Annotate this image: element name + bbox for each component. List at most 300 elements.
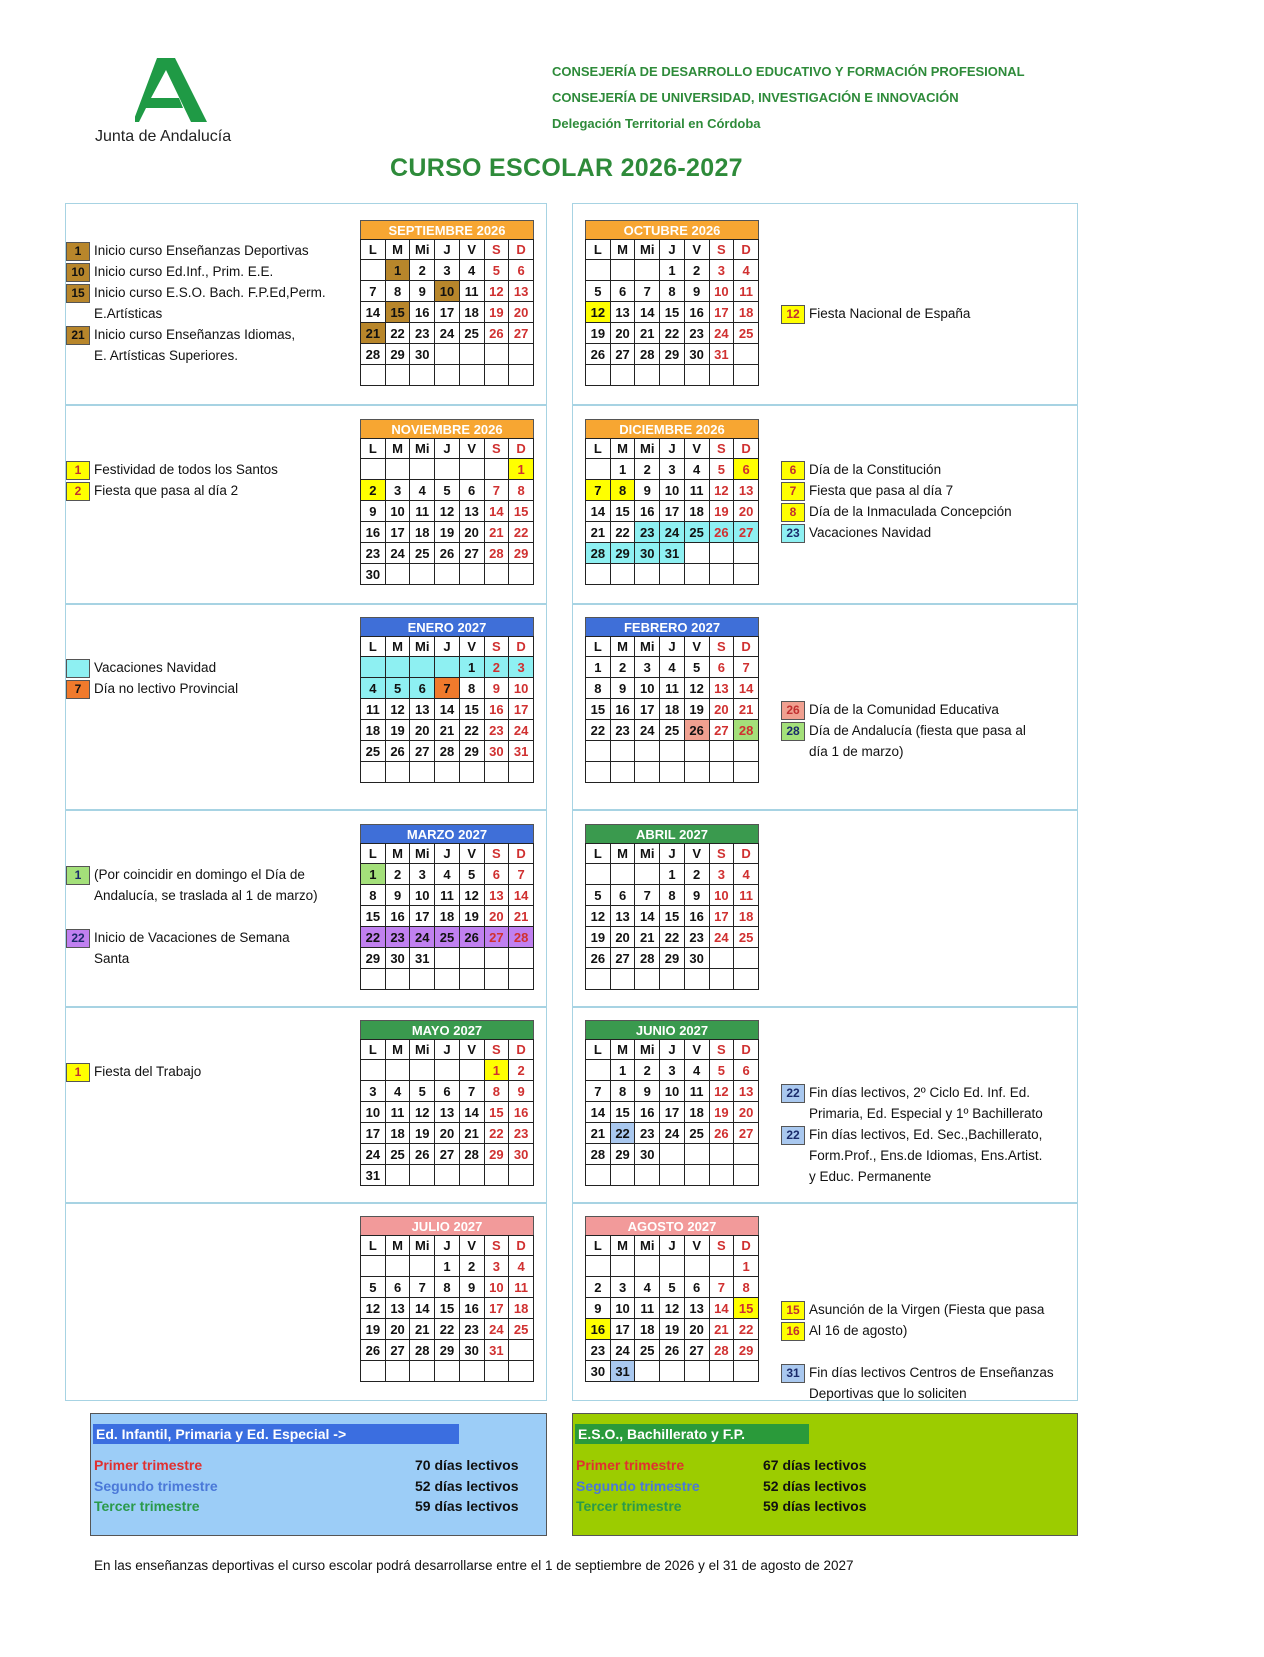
day-cell: 6	[410, 678, 435, 699]
empty-cell	[459, 1361, 484, 1382]
empty-cell	[435, 657, 460, 678]
day-cell: 13	[734, 1081, 759, 1102]
empty-cell	[684, 741, 709, 762]
month-grid	[360, 636, 534, 783]
day-cell: 16	[635, 1102, 660, 1123]
weekday-header: D	[509, 844, 534, 864]
empty-cell	[361, 1060, 386, 1081]
day-cell: 18	[635, 1319, 660, 1340]
empty-cell	[734, 762, 759, 783]
day-cell: 8	[509, 480, 534, 501]
day-cell: 29	[361, 948, 386, 969]
empty-cell	[610, 762, 635, 783]
day-cell: 5	[410, 1081, 435, 1102]
day-cell: 23	[410, 323, 435, 344]
legend-swatch: 21	[66, 326, 90, 345]
day-cell: 4	[509, 1256, 534, 1277]
day-cell: 10	[385, 501, 410, 522]
empty-cell	[684, 564, 709, 585]
month-grid	[360, 1039, 534, 1186]
day-cell: 19	[709, 501, 734, 522]
day-cell: 29	[610, 1144, 635, 1165]
empty-cell	[684, 1361, 709, 1382]
day-cell: 23	[361, 543, 386, 564]
weekday-header: M	[385, 439, 410, 459]
day-cell: 16	[684, 302, 709, 323]
legend-text: Deportivas que lo soliciten	[809, 1386, 967, 1401]
day-cell: 27	[734, 1123, 759, 1144]
day-cell: 29	[459, 741, 484, 762]
day-cell: 8	[660, 281, 685, 302]
weekday-header: D	[509, 1040, 534, 1060]
calendar-october-2026	[585, 220, 759, 386]
day-cell: 15	[385, 302, 410, 323]
legend-text: Form.Prof., Ens.de Idiomas, Ens.Artist.	[809, 1148, 1043, 1163]
empty-cell	[361, 1256, 386, 1277]
day-cell: 2	[635, 459, 660, 480]
empty-cell	[435, 564, 460, 585]
legend-text: Fiesta Nacional de España	[809, 306, 971, 321]
day-cell: 19	[484, 302, 509, 323]
month-title: DICIEMBRE 2026	[585, 419, 759, 438]
legend-text: Inicio de Vacaciones de Semana	[94, 930, 290, 945]
empty-cell	[361, 1361, 386, 1382]
day-cell: 30	[684, 948, 709, 969]
empty-cell	[385, 564, 410, 585]
day-cell: 2	[684, 260, 709, 281]
calendar-june-2027	[585, 1020, 759, 1186]
empty-cell	[586, 969, 611, 990]
empty-cell	[610, 1165, 635, 1186]
day-cell: 21	[635, 927, 660, 948]
month-grid	[585, 438, 759, 585]
empty-cell	[586, 1060, 611, 1081]
weekday-header: V	[684, 240, 709, 260]
day-cell: 31	[410, 948, 435, 969]
day-cell: 7	[586, 480, 611, 501]
empty-cell	[459, 1165, 484, 1186]
day-cell: 11	[660, 678, 685, 699]
day-cell: 30	[361, 564, 386, 585]
day-cell: 26	[435, 543, 460, 564]
separator	[65, 1006, 547, 1008]
legend-swatch: 22	[781, 1084, 805, 1103]
day-cell: 21	[435, 720, 460, 741]
empty-cell	[459, 459, 484, 480]
empty-cell	[610, 864, 635, 885]
day-cell: 5	[684, 657, 709, 678]
legend-swatch: 6	[781, 461, 805, 480]
legend-swatch: 31	[781, 1364, 805, 1383]
day-cell: 5	[660, 1277, 685, 1298]
calendar-december-2026	[585, 419, 759, 585]
weekday-header: S	[709, 844, 734, 864]
month-grid	[360, 1235, 534, 1382]
weekday-header: V	[684, 637, 709, 657]
day-cell: 26	[385, 741, 410, 762]
day-cell: 19	[684, 699, 709, 720]
empty-cell	[385, 1165, 410, 1186]
empty-cell	[509, 365, 534, 386]
empty-cell	[709, 365, 734, 386]
empty-cell	[484, 459, 509, 480]
day-cell: 26	[660, 1340, 685, 1361]
empty-cell	[734, 1165, 759, 1186]
day-cell: 10	[509, 678, 534, 699]
empty-cell	[660, 969, 685, 990]
weekday-header: D	[734, 844, 759, 864]
weekday-header: L	[586, 1040, 611, 1060]
day-cell: 6	[734, 459, 759, 480]
day-cell: 27	[709, 720, 734, 741]
weekday-header: S	[709, 1236, 734, 1256]
day-cell: 20	[734, 1102, 759, 1123]
empty-cell	[709, 543, 734, 564]
day-cell: 19	[410, 1123, 435, 1144]
day-cell: 12	[684, 678, 709, 699]
legend-swatch: 16	[781, 1322, 805, 1341]
day-cell: 28	[459, 1144, 484, 1165]
day-cell: 17	[635, 699, 660, 720]
day-cell: 27	[610, 344, 635, 365]
calendar-january-2027	[360, 617, 534, 783]
legend-text: Asunción de la Virgen (Fiesta que pasa	[809, 1302, 1045, 1317]
day-cell: 25	[734, 323, 759, 344]
day-cell: 30	[385, 948, 410, 969]
day-cell: 12	[410, 1102, 435, 1123]
day-cell: 15	[610, 501, 635, 522]
day-cell: 5	[586, 885, 611, 906]
day-cell: 14	[709, 1298, 734, 1319]
weekday-header: L	[586, 844, 611, 864]
day-cell: 22	[586, 720, 611, 741]
day-cell: 1	[361, 864, 386, 885]
empty-cell	[610, 969, 635, 990]
legend-text: Al 16 de agosto)	[809, 1323, 908, 1338]
weekday-header: S	[484, 1236, 509, 1256]
day-cell: 15	[660, 906, 685, 927]
day-cell: 14	[435, 699, 460, 720]
day-cell: 31	[484, 1340, 509, 1361]
day-cell: 28	[586, 543, 611, 564]
calendar-february-2027	[585, 617, 759, 783]
month-title: MARZO 2027	[360, 824, 534, 843]
calendar-august-2027	[585, 1216, 759, 1382]
empty-cell	[385, 1060, 410, 1081]
weekday-header: M	[610, 240, 635, 260]
day-cell: 5	[709, 1060, 734, 1081]
day-cell: 24	[660, 1123, 685, 1144]
day-cell: 9	[385, 885, 410, 906]
empty-cell	[660, 1165, 685, 1186]
empty-cell	[586, 1256, 611, 1277]
day-cell: 25	[684, 522, 709, 543]
day-cell: 23	[684, 323, 709, 344]
day-cell: 3	[610, 1277, 635, 1298]
legend-swatch: 1	[66, 242, 90, 261]
empty-cell	[484, 564, 509, 585]
day-cell: 10	[435, 281, 460, 302]
day-cell: 18	[684, 1102, 709, 1123]
weekday-header: M	[385, 844, 410, 864]
day-cell: 25	[459, 323, 484, 344]
day-cell: 21	[410, 1319, 435, 1340]
day-cell: 24	[635, 720, 660, 741]
day-cell: 13	[385, 1298, 410, 1319]
separator	[65, 809, 547, 811]
day-cell: 11	[509, 1277, 534, 1298]
day-cell: 3	[709, 260, 734, 281]
day-cell: 2	[361, 480, 386, 501]
day-cell: 26	[709, 1123, 734, 1144]
day-cell: 12	[586, 302, 611, 323]
day-cell: 28	[586, 1144, 611, 1165]
day-cell: 1	[610, 459, 635, 480]
day-cell: 13	[610, 906, 635, 927]
day-cell: 13	[410, 699, 435, 720]
day-cell: 23	[684, 927, 709, 948]
weekday-header: L	[586, 439, 611, 459]
day-cell: 22	[484, 1123, 509, 1144]
day-cell: 31	[361, 1165, 386, 1186]
day-cell: 25	[435, 927, 460, 948]
weekday-header: J	[435, 439, 460, 459]
day-cell: 13	[684, 1298, 709, 1319]
weekday-header: V	[684, 844, 709, 864]
day-cell: 25	[684, 1123, 709, 1144]
weekday-header: L	[361, 1040, 386, 1060]
separator	[65, 404, 547, 406]
empty-cell	[410, 762, 435, 783]
day-cell: 31	[660, 543, 685, 564]
weekday-header: S	[484, 844, 509, 864]
day-cell: 7	[709, 1277, 734, 1298]
day-cell: 1	[660, 260, 685, 281]
day-cell: 12	[459, 885, 484, 906]
day-cell: 22	[435, 1319, 460, 1340]
day-cell: 17	[509, 699, 534, 720]
day-cell: 15	[610, 1102, 635, 1123]
day-cell: 20	[385, 1319, 410, 1340]
day-cell: 4	[435, 864, 460, 885]
day-cell: 13	[459, 501, 484, 522]
day-cell: 19	[459, 906, 484, 927]
legend-swatch: 1	[66, 866, 90, 885]
legend-text: E.Artísticas	[94, 306, 163, 321]
empty-cell	[484, 762, 509, 783]
day-cell: 22	[459, 720, 484, 741]
day-cell: 25	[385, 1144, 410, 1165]
day-cell: 23	[509, 1123, 534, 1144]
day-cell: 7	[361, 281, 386, 302]
empty-cell	[385, 969, 410, 990]
trimester-days: 59 días lectivos	[415, 1498, 519, 1514]
empty-cell	[361, 969, 386, 990]
day-cell: 4	[410, 480, 435, 501]
day-cell: 6	[484, 864, 509, 885]
empty-cell	[435, 1361, 460, 1382]
weekday-header: S	[709, 637, 734, 657]
day-cell: 23	[385, 927, 410, 948]
separator	[572, 1202, 1078, 1204]
empty-cell	[410, 459, 435, 480]
day-cell: 2	[684, 864, 709, 885]
day-cell: 15	[435, 1298, 460, 1319]
day-cell: 15	[660, 302, 685, 323]
month-grid	[360, 438, 534, 585]
day-cell: 8	[734, 1277, 759, 1298]
empty-cell	[684, 543, 709, 564]
day-cell: 3	[361, 1081, 386, 1102]
empty-cell	[610, 564, 635, 585]
day-cell: 4	[734, 260, 759, 281]
weekday-header: J	[660, 439, 685, 459]
day-cell: 30	[484, 741, 509, 762]
separator	[572, 603, 1078, 605]
day-cell: 24	[660, 522, 685, 543]
day-cell: 5	[709, 459, 734, 480]
day-cell: 30	[459, 1340, 484, 1361]
empty-cell	[635, 1361, 660, 1382]
empty-cell	[435, 365, 460, 386]
day-cell: 27	[734, 522, 759, 543]
day-cell: 4	[385, 1081, 410, 1102]
header-line-3: Delegación Territorial en Córdoba	[552, 116, 761, 131]
weekday-header: M	[610, 439, 635, 459]
empty-cell	[734, 948, 759, 969]
empty-cell	[635, 564, 660, 585]
day-cell: 17	[660, 501, 685, 522]
weekday-header: S	[484, 439, 509, 459]
weekday-header: V	[459, 1236, 484, 1256]
empty-cell	[410, 1256, 435, 1277]
empty-cell	[509, 1340, 534, 1361]
day-cell: 24	[709, 927, 734, 948]
weekday-header: D	[734, 1040, 759, 1060]
empty-cell	[709, 1361, 734, 1382]
day-cell: 7	[586, 1081, 611, 1102]
weekday-header: M	[610, 1236, 635, 1256]
day-cell: 22	[509, 522, 534, 543]
empty-cell	[610, 365, 635, 386]
day-cell: 20	[410, 720, 435, 741]
day-cell: 9	[459, 1277, 484, 1298]
empty-cell	[660, 741, 685, 762]
day-cell: 7	[410, 1277, 435, 1298]
day-cell: 9	[684, 885, 709, 906]
day-cell: 1	[660, 864, 685, 885]
trimester-days: 59 días lectivos	[763, 1498, 867, 1514]
day-cell: 7	[435, 678, 460, 699]
empty-cell	[509, 948, 534, 969]
day-cell: 7	[459, 1081, 484, 1102]
empty-cell	[459, 762, 484, 783]
day-cell: 20	[509, 302, 534, 323]
weekday-header: D	[734, 240, 759, 260]
day-cell: 6	[385, 1277, 410, 1298]
day-cell: 11	[435, 885, 460, 906]
empty-cell	[709, 948, 734, 969]
legend-text: Fiesta que pasa al día 7	[809, 483, 954, 498]
legend-text: Fin días lectivos Centros de Enseñanzas	[809, 1365, 1054, 1380]
weekday-header: V	[459, 844, 484, 864]
day-cell: 30	[684, 344, 709, 365]
weekday-header: L	[586, 240, 611, 260]
day-cell: 22	[610, 522, 635, 543]
day-cell: 13	[484, 885, 509, 906]
weekday-header: M	[385, 637, 410, 657]
legend-swatch: 8	[781, 503, 805, 522]
day-cell: 14	[361, 302, 386, 323]
weekday-header: M	[385, 1236, 410, 1256]
legend-text: Fin días lectivos, Ed. Sec.,Bachillerato,	[809, 1127, 1043, 1142]
empty-cell	[660, 1256, 685, 1277]
calendar-september-2026	[360, 220, 534, 386]
empty-cell	[709, 564, 734, 585]
day-cell: 24	[610, 1340, 635, 1361]
day-cell: 26	[484, 323, 509, 344]
day-cell: 23	[635, 522, 660, 543]
day-cell: 9	[361, 501, 386, 522]
legend-text: Fiesta que pasa al día 2	[94, 483, 239, 498]
empty-cell	[484, 948, 509, 969]
day-cell: 20	[610, 323, 635, 344]
day-cell: 17	[709, 302, 734, 323]
day-cell: 14	[635, 906, 660, 927]
day-cell: 21	[459, 1123, 484, 1144]
day-cell: 14	[509, 885, 534, 906]
legend-swatch: 26	[781, 701, 805, 720]
empty-cell	[586, 260, 611, 281]
empty-cell	[635, 260, 660, 281]
month-grid	[585, 1039, 759, 1186]
day-cell: 15	[459, 699, 484, 720]
day-cell: 29	[484, 1144, 509, 1165]
legend-text: Inicio curso Ed.Inf., Prim. E.E.	[94, 264, 274, 279]
header-line-1: CONSEJERÍA DE DESARROLLO EDUCATIVO Y FORMACIÓN PROFESIONAL	[552, 64, 1025, 79]
weekday-header: V	[459, 1040, 484, 1060]
empty-cell	[509, 1165, 534, 1186]
day-cell: 26	[361, 1340, 386, 1361]
day-cell: 14	[484, 501, 509, 522]
day-cell: 7	[734, 657, 759, 678]
day-cell: 29	[509, 543, 534, 564]
day-cell: 2	[635, 1060, 660, 1081]
day-cell: 8	[435, 1277, 460, 1298]
empty-cell	[410, 564, 435, 585]
weekday-header: V	[459, 439, 484, 459]
day-cell: 28	[509, 927, 534, 948]
weekday-header: J	[660, 637, 685, 657]
day-cell: 18	[410, 522, 435, 543]
day-cell: 27	[410, 741, 435, 762]
day-cell: 19	[361, 1319, 386, 1340]
trimester-label: Segundo trimestre	[94, 1478, 218, 1494]
day-cell: 25	[509, 1319, 534, 1340]
day-cell: 27	[484, 927, 509, 948]
empty-cell	[385, 365, 410, 386]
day-cell: 21	[586, 522, 611, 543]
calendar-november-2026	[360, 419, 534, 585]
empty-cell	[709, 1144, 734, 1165]
day-cell: 26	[684, 720, 709, 741]
month-title: ENERO 2027	[360, 617, 534, 636]
weekday-header: J	[660, 1040, 685, 1060]
day-cell: 6	[709, 657, 734, 678]
day-cell: 29	[734, 1340, 759, 1361]
month-grid	[585, 239, 759, 386]
day-cell: 22	[610, 1123, 635, 1144]
